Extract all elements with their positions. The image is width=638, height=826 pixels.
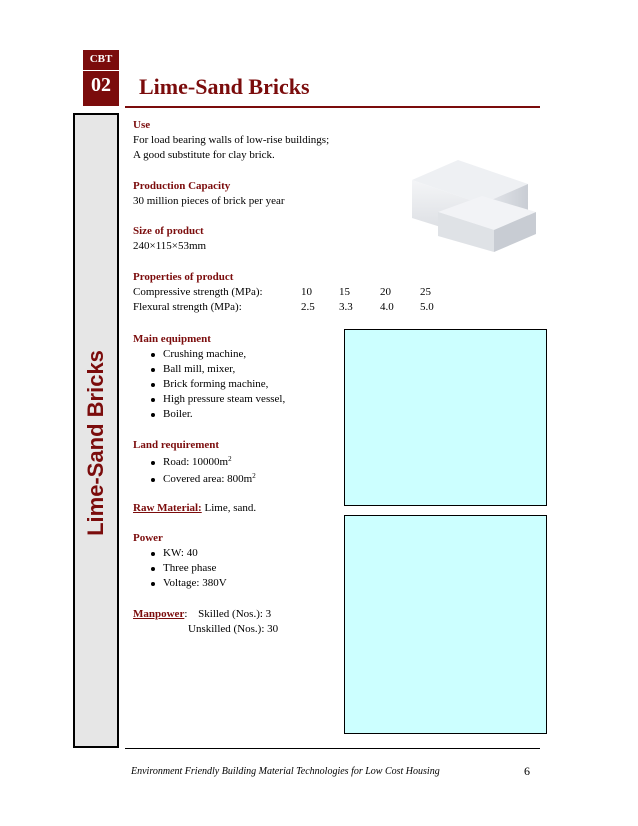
bullet-icon bbox=[151, 478, 155, 482]
property-value: 3.3 bbox=[339, 301, 353, 313]
list-item: Covered area: $800m^2$ bbox=[133, 472, 256, 487]
property-value: 2.5 bbox=[301, 301, 315, 313]
bullet-icon bbox=[151, 368, 155, 372]
use-section bbox=[133, 118, 329, 163]
equipment-heading: Main equipment bbox=[133, 333, 211, 345]
property-value: 5.0 bbox=[420, 301, 434, 313]
properties-row bbox=[133, 285, 453, 300]
raw-material-heading: Raw Material: bbox=[133, 502, 202, 514]
production-value: 30 million pieces of brick per year bbox=[133, 195, 285, 207]
sidebar-label: Lime-Sand Bricks bbox=[83, 350, 108, 537]
manpower-heading: Manpower bbox=[133, 608, 185, 620]
bullet-icon bbox=[151, 353, 155, 357]
power-section bbox=[133, 531, 227, 591]
footer-text: Environment Friendly Building Material Technologies for Low Cost Housing bbox=[131, 766, 440, 777]
chapter-badge bbox=[83, 50, 119, 106]
manpower-unskilled: Unskilled (Nos.): 30 bbox=[188, 623, 279, 635]
bullet-icon bbox=[151, 461, 155, 465]
properties-section bbox=[133, 270, 453, 315]
image-placeholder-top bbox=[344, 329, 547, 506]
bullet-icon bbox=[151, 413, 155, 417]
size-value: 240×115×53mm bbox=[133, 240, 207, 252]
property-value: 4.0 bbox=[380, 301, 394, 313]
property-value: 20 bbox=[380, 286, 391, 298]
production-heading: Production Capacity bbox=[133, 180, 231, 192]
list-item: Boiler. bbox=[133, 407, 285, 422]
list-item: High pressure steam vessel, bbox=[133, 392, 285, 407]
manpower-skilled: Skilled (Nos.): 3 bbox=[198, 608, 272, 620]
manpower-section bbox=[133, 607, 271, 622]
bullet-icon bbox=[151, 398, 155, 402]
use-heading: Use bbox=[133, 119, 151, 131]
list-item: Voltage: 380V bbox=[133, 576, 227, 591]
property-value: 10 bbox=[301, 286, 312, 298]
property-value: 25 bbox=[420, 286, 431, 298]
size-heading: Size of product bbox=[133, 225, 204, 237]
bullet-icon bbox=[151, 383, 155, 387]
title-rule bbox=[125, 106, 540, 108]
manpower-colon: : bbox=[184, 608, 188, 620]
property-label: Flexural strength (MPa): bbox=[133, 301, 242, 313]
properties-row bbox=[133, 300, 453, 315]
raw-material-value: Lime, sand. bbox=[201, 502, 257, 514]
list-item: Ball mill, mixer, bbox=[133, 362, 285, 377]
properties-heading: Properties of product bbox=[133, 271, 234, 283]
production-section bbox=[133, 179, 285, 209]
land-section bbox=[133, 438, 256, 487]
use-line: A good substitute for clay brick. bbox=[133, 149, 275, 161]
equipment-section bbox=[133, 332, 285, 422]
size-section bbox=[133, 224, 206, 254]
badge-divider bbox=[83, 70, 119, 71]
badge-code: CBT bbox=[89, 53, 113, 65]
page-title: Lime-Sand Bricks bbox=[139, 74, 310, 99]
list-item: Road: $10000m^2$ bbox=[133, 455, 256, 470]
badge-number: 02 bbox=[91, 74, 111, 96]
raw-material-section bbox=[133, 501, 256, 516]
land-heading: Land requirement bbox=[133, 439, 220, 451]
bullet-icon bbox=[151, 567, 155, 571]
use-line: For load bearing walls of low-rise buildings; bbox=[133, 134, 330, 146]
footer-rule bbox=[125, 748, 540, 749]
bullet-icon bbox=[151, 582, 155, 586]
list-item: Brick forming machine, bbox=[133, 377, 285, 392]
sidebar-panel bbox=[73, 113, 119, 748]
property-label: Compressive strength (MPa): bbox=[133, 286, 263, 298]
power-heading: Power bbox=[133, 532, 163, 544]
page-number: 6 bbox=[524, 764, 530, 778]
list-item: Three phase bbox=[133, 561, 227, 576]
image-placeholder-bottom bbox=[344, 515, 547, 734]
list-item: KW: 40 bbox=[133, 546, 227, 561]
bullet-icon bbox=[151, 552, 155, 556]
list-item: Crushing machine, bbox=[133, 347, 285, 362]
property-value: 15 bbox=[339, 286, 350, 298]
brick-image bbox=[398, 150, 538, 255]
